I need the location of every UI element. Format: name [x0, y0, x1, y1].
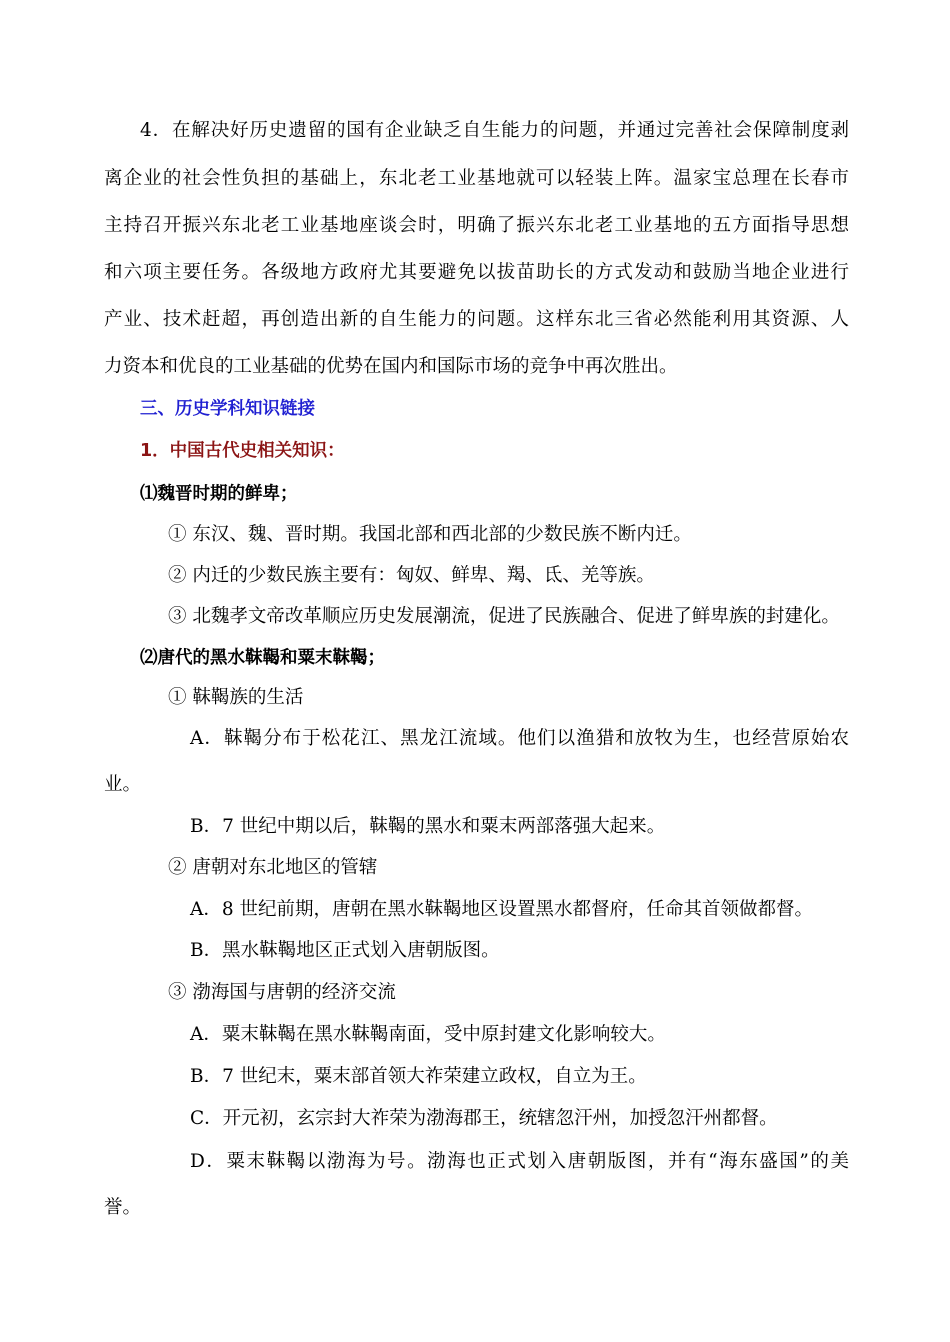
item-2-sub-3-d-line-1: D．粟末靺鞨以渤海为号。渤海也正式划入唐朝版图，并有“海东盛国”的美 [190, 1151, 849, 1172]
item-2-sub-3-d-line-2: 誉。 [104, 1197, 142, 1218]
section-heading: 三、历史学科知识链接 [140, 399, 315, 419]
item-2-sub-3-c: C．开元初，玄宗封大祚荣为渤海郡王，统辖忽汗州，加授忽汗州都督。 [190, 1108, 778, 1129]
item-1-point-1: ① 东汉、魏、晋时期。我国北部和西北部的少数民族不断内迁。 [168, 524, 692, 545]
item-2-heading: ⑵唐代的黑水靺鞨和粟末靺鞨； [140, 648, 385, 668]
item-2-sub-3-a: A．粟末靺鞨在黑水靺鞨南面，受中原封建文化影响较大。 [190, 1024, 666, 1045]
item-2-sub-1-a-line-1: A．靺鞨分布于松花江、黑龙江流域。他们以渔猎和放牧为生，也经营原始农 [190, 728, 849, 749]
subsection-heading: 1．中国古代史相关知识： [140, 441, 345, 461]
item-1-point-2: ② 内迁的少数民族主要有：匈奴、鲜卑、羯、氐、羌等族。 [168, 565, 655, 586]
item-2-sub-1-heading: ① 靺鞨族的生活 [168, 687, 304, 708]
item-2-sub-2-b: B．黑水靺鞨地区正式划入唐朝版图。 [190, 940, 500, 961]
item-2-sub-2-heading: ② 唐朝对东北地区的管辖 [168, 857, 378, 878]
item-2-sub-1-b: B．7 世纪中期以后，靺鞨的黑水和粟末两部落强大起来。 [190, 816, 666, 837]
item-2-sub-3-heading: ③ 渤海国与唐朝的经济交流 [168, 982, 396, 1003]
paragraph-4-line-1: 4．在解决好历史遗留的国有企业缺乏自生能力的问题，并通过完善社会保障制度剥 [140, 120, 849, 141]
paragraph-4-line-3: 主持召开振兴东北老工业基地座谈会时，明确了振兴东北老工业基地的五方面指导思想 [104, 215, 849, 236]
paragraph-4-line-4: 和六项主要任务。各级地方政府尤其要避免以拔苗助长的方式发动和鼓励当地企业进行 [104, 262, 849, 283]
paragraph-4-line-5: 产业、技术赶超，再创造出新的自生能力的问题。这样东北三省必然能利用其资源、人 [104, 309, 849, 330]
item-2-sub-3-b: B．7 世纪末，粟末部首领大祚荣建立政权，自立为王。 [190, 1066, 647, 1087]
item-1-heading: ⑴魏晋时期的鲜卑； [140, 484, 298, 504]
paragraph-4-line-2: 离企业的社会性负担的基础上，东北老工业基地就可以轻装上阵。温家宝总理在长春市 [104, 168, 849, 189]
item-1-point-3: ③ 北魏孝文帝改革顺应历史发展潮流，促进了民族融合、促进了鲜卑族的封建化。 [168, 606, 840, 627]
item-2-sub-1-a-line-2: 业。 [104, 774, 142, 795]
item-2-sub-2-a: A．8 世纪前期，唐朝在黑水靺鞨地区设置黑水都督府，任命其首领做都督。 [190, 899, 814, 920]
paragraph-4-line-6: 力资本和优良的工业基础的优势在国内和国际市场的竞争中再次胜出。 [104, 356, 678, 377]
